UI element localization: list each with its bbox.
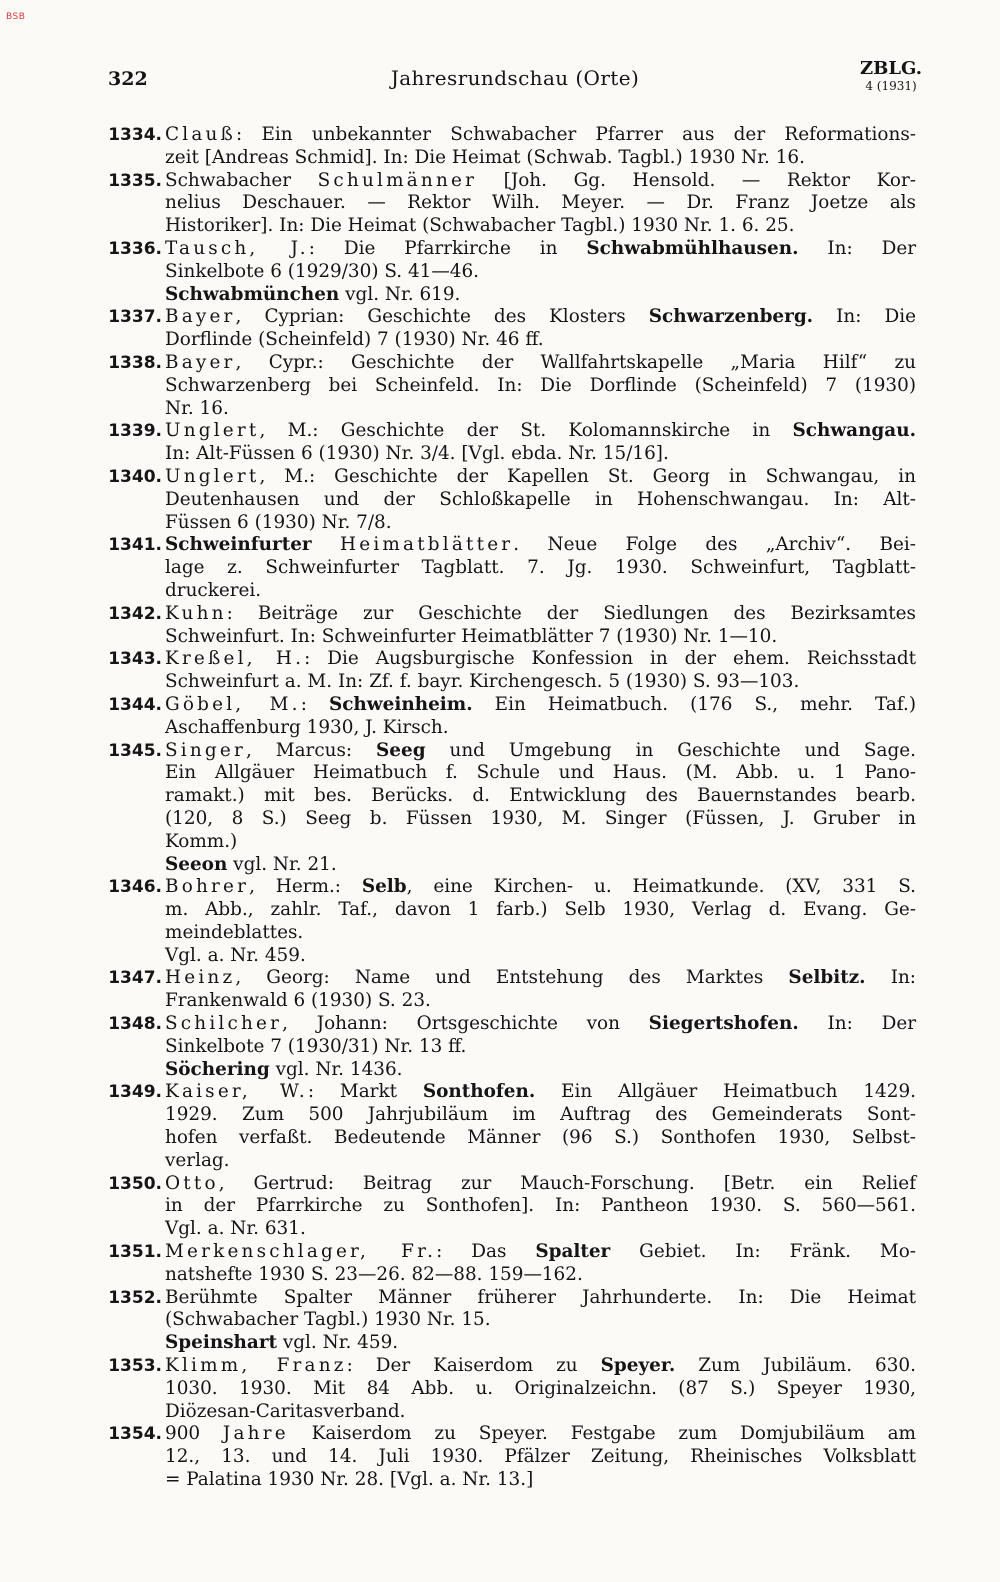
author-name: Jahre [222,1423,289,1445]
entry-text: Deutenhausen und der Schloßkapelle in Hohenschwangau. In: Alt- [165,488,916,510]
entry-text: , Cypr.: Geschichte der Wallfahrtskapelle „Maria Hilf“ zu [235,351,916,373]
journal-volume: 4 (1931) [865,79,917,93]
entry-line [165,192,916,215]
entry-text: In: Der [798,1013,916,1035]
place-name: Söchering [165,1058,270,1080]
entry-text: vgl. Nr. 459. [277,1332,399,1354]
entry-text: Ein Allgäuer Heimatbuch f. Schule und Haus. (M. Abb. u. 1 Pano- [165,762,916,784]
entry-text: lage z. Schweinfurter Tagblatt. 7. Jg. 1930. Schweinfurt, Tagblatt- [165,557,916,579]
entry-number: 1354. [108,1424,162,1445]
entry-number: 1346. [108,877,162,898]
entry-number: 1340. [108,466,162,487]
bibliography-entry [108,1241,916,1287]
author-name: Unglert [165,420,260,442]
bibliography-entry [108,1013,916,1059]
entry-line [165,534,916,557]
journal-reference [860,60,922,92]
entry-line [165,1127,916,1150]
bibliography-entry [108,1173,916,1241]
entry-number: 1345. [108,740,162,761]
entry-text: Sinkelbote 7 (1930/31) Nr. 13 ff. [165,1035,467,1057]
entry-line [165,785,916,808]
entry-number: 1343. [108,649,162,670]
entry-text: Ein Heimatbuch. (176 S., mehr. Taf.) [472,693,916,715]
entry-text: [Joh. Gg. Hensold. — Rektor Kor- [477,169,916,191]
place-name: Selbitz. [788,967,866,989]
entry-line [165,1378,916,1401]
entry-number: 1335. [108,170,162,191]
bibliography-entry [108,124,916,170]
author-name: Bayer [165,306,236,328]
cross-reference [108,284,916,307]
bibliography-entry [108,238,916,284]
entry-line [165,238,916,261]
entry-line [165,443,916,466]
bibliography-entry [108,352,916,420]
bibliography-entry [108,534,916,602]
author-name: Klimm, Franz [165,1355,347,1377]
entry-text: , M.: Geschichte der St. Kolomannskirche in [259,420,793,442]
entry-text: : Das [436,1241,536,1263]
entry-text: , Cyprian: Geschichte des Klosters [235,306,649,328]
entry-line [165,124,916,147]
entry-line [165,990,916,1013]
entry-text: natshefte 1930 S. 23—26. 82—88. 159—162. [165,1263,583,1285]
entry-line [165,740,916,763]
entry-line [165,466,916,489]
entry-text: , Georg: Name und Entstehung des Marktes [235,967,789,989]
entry-text: Sinkelbote 6 (1929/30) S. 41—46. [165,260,480,282]
entry-text: meindeblattes. [165,921,304,943]
author-name: Singer [165,739,246,761]
entry-text: Berühmte Spalter Männer früherer Jahrhunderte. In: Die Heimat [165,1286,916,1308]
bibliography-entry [108,170,916,238]
bibliography-entry [108,967,916,1013]
bibliography-entry [108,694,916,740]
entry-text: , M.: Geschichte der Kapellen St. Georg in Schwangau, in [259,465,916,487]
page-header [108,60,922,100]
entry-line [165,1218,916,1241]
entry-text: , Herm.: [249,876,362,898]
entry-line [165,375,916,398]
bibliography-entry [108,648,916,694]
place-name: Schweinheim. [328,693,473,715]
entry-line [165,1241,916,1264]
library-watermark: BSB [6,12,26,22]
entry-line [165,1104,916,1127]
place-name: Schwabmühlhausen. [586,237,799,259]
entry-text: zeit [Andreas Schmid]. In: Die Heimat (Schwab. Tagbl.) 1930 Nr. 16. [165,146,805,168]
entry-text: Kaiserdom zu Speyer. Festgabe zum Domjubiläum am [288,1423,916,1445]
entry-number: 1347. [108,968,162,989]
entry-line [165,306,916,329]
entry-text: 12., 13. und 14. Juli 1930. Pfälzer Zeitung, Rheinisches Volksblatt [165,1446,916,1468]
page-number: 322 [108,68,148,90]
entry-text: m. Abb., zahlr. Taf., davon 1 farb.) Selb 1930, Verlag d. Evang. Ge- [165,899,916,921]
entry-line [165,967,916,990]
author-name: Heinz [165,967,236,989]
entry-text: und Umgebung in Geschichte und Sage. [425,739,916,761]
entry-line [165,717,916,740]
entry-text: : Beiträge zur Geschichte der Siedlungen des Bezirksamtes [226,602,916,624]
place-name: Seeg [376,739,426,761]
entry-text: In: [865,967,916,989]
entry-text: , eine Kirchen- u. Heimatkunde. (XV, 331 S. [406,876,916,898]
entry-line [165,945,916,968]
entry-line [165,648,916,671]
entry-line [165,671,916,694]
bibliography-entry [108,306,916,352]
entry-line [165,808,916,831]
author-name: Heimatblätter [340,534,514,556]
place-name: Speyer. [600,1355,676,1377]
entry-number: 1348. [108,1014,162,1035]
entry-line [165,1264,916,1287]
entry-number: 1349. [108,1082,162,1103]
entry-line [165,1355,916,1378]
entry-text: Nr. 16. [165,397,229,419]
entry-number: 1337. [108,307,162,328]
cross-reference [108,854,916,877]
author-name: Otto [165,1172,219,1194]
entry-line [165,580,916,603]
entry-line [165,489,916,512]
author-name: Kaiser, W. [165,1081,308,1103]
entry-text: , Gertrud: Beitrag zur Mauch-Forschung. [Betr. ein Relief [218,1172,916,1194]
entry-text: Diözesan-Caritasverband. [165,1400,406,1422]
place-name: Schweinfurter [165,534,312,556]
entry-line [165,899,916,922]
entry-text: In: Der [798,237,916,259]
bibliography-entry [108,420,916,466]
place-name: Seeon [165,853,228,875]
entry-text: : Die Pfarrkirche in [308,237,587,259]
bibliography-entry [108,603,916,649]
entry-text: = Palatina 1930 Nr. 28. [Vgl. a. Nr. 13.] [165,1469,534,1491]
journal-abbreviation: ZBLG. [859,58,922,79]
entry-text: Schwarzenberg bei Scheinfeld. In: Die Dorflinde (Scheinfeld) 7 (1930) [165,374,916,396]
entry-number: 1342. [108,603,162,624]
entry-text: Aschaffenburg 1930, J. Kirsch. [165,716,449,738]
entry-text: 1030. 1930. Mit 84 Abb. u. Originalzeichn. (87 S.) Speyer 1930, [165,1377,916,1399]
entry-text: in der Pfarrkirche zu Sonthofen]. In: Pantheon 1930. S. 560—561. [165,1195,916,1217]
running-title: Jahresrundschau (Orte) [390,66,640,90]
entry-text: : [300,693,329,715]
author-name: Schulmänner [317,169,478,191]
entry-text: , Marcus: [245,739,377,761]
entry-text: vgl. Nr. 21. [227,853,337,875]
entry-line [165,1173,916,1196]
place-name: Siegertshofen. [648,1013,799,1035]
entry-line [165,1081,916,1104]
entry-line [165,831,916,854]
bibliography-entry [108,1287,916,1333]
entry-number: 1334. [108,125,162,145]
cross-reference [108,1332,916,1355]
entry-line [165,1309,916,1332]
entry-line [165,876,916,899]
entry-number: 1339. [108,421,162,442]
entry-text: Historiker]. In: Die Heimat (Schwabacher Tagbl.) 1930 Nr. 1. 6. 25. [165,215,795,237]
entry-line [165,557,916,580]
entry-text: , Johann: Ortsgeschichte von [282,1013,649,1035]
entry-number: 1353. [108,1356,162,1377]
place-name: Sonthofen. [422,1081,536,1103]
entry-line [165,1150,916,1173]
bibliography-entry [108,1081,916,1172]
entry-text: Ein Allgäuer Heimatbuch 1429. [535,1081,916,1103]
entry-line [165,420,916,443]
entry-text: Schweinfurt a. M. In: Zf. f. bayr. Kirchengesch. 5 (1930) S. 93—103. [165,671,800,693]
entry-text: ramakt.) mit bes. Berücks. d. Entwicklung des Bauernstandes bearb. [165,785,916,807]
entry-text: (Schwabacher Tagbl.) 1930 Nr. 15. [165,1309,491,1331]
entry-number: 1341. [108,535,162,556]
bibliography-entries [108,124,916,1492]
entry-text: Dorflinde (Scheinfeld) 7 (1930) Nr. 46 ff. [165,329,544,351]
bibliography-entry [108,1423,916,1491]
entry-text: : Der Kaiserdom zu [346,1355,601,1377]
entry-number: 1336. [108,238,162,259]
entry-text: vgl. Nr. 1436. [269,1058,403,1080]
author-name: Clauß [165,124,237,145]
entry-text: Füssen 6 (1930) Nr. 7/8. [165,511,392,533]
entry-text: Komm.) [165,830,238,852]
entry-number: 1338. [108,352,162,373]
entry-line [165,147,916,170]
entry-line [165,215,916,238]
entry-line [165,261,916,284]
entry-text: : Markt [307,1081,423,1103]
bibliography-entry [108,876,916,967]
entry-text: In: Die [813,306,917,328]
author-name: Tausch, J. [165,237,309,259]
entry-line [165,762,916,785]
entry-text: : Ein unbekannter Schwabacher Pfarrer aus der Reformations- [236,124,916,145]
entry-line [165,1036,916,1059]
place-name: Spalter [535,1241,611,1263]
entry-line [165,1423,916,1446]
author-name: Schilcher [165,1013,283,1035]
entry-text: Schweinfurt. In: Schweinfurter Heimatblätter 7 (1930) Nr. 1—10. [165,625,778,647]
entry-text: . Neue Folge des „Archiv“. Bei- [513,534,916,556]
entry-line [165,329,916,352]
bibliography-entry [108,1355,916,1423]
entry-number: 1351. [108,1242,162,1263]
entry-text: vgl. Nr. 619. [339,283,461,305]
entry-line [165,626,916,649]
author-name: Unglert [165,465,260,487]
entry-text: Frankenwald 6 (1930) S. 23. [165,990,431,1012]
place-name: Schwabmünchen [165,283,340,305]
entry-number: 1344. [108,694,162,715]
entry-text: druckerei. [165,579,262,601]
entry-text: (120, 8 S.) Seeg b. Füssen 1930, M. Singer (Füssen, J. Gruber in [165,807,916,829]
author-name: Merkenschlager, Fr. [165,1241,437,1263]
place-name: Schwarzenberg. [648,306,814,328]
place-name: Schwangau. [792,420,916,442]
entry-line [165,398,916,421]
entry-text: nelius Deschauer. — Rektor Wilh. Meyer. — Dr. Franz Joetze als [165,192,916,214]
entry-text: 1929. Zum 500 Jahrjubiläum im Auftrag des Gemeinderats Sont- [165,1104,916,1126]
entry-line [165,922,916,945]
entry-line [165,170,916,193]
entry-text: In: Alt-Füssen 6 (1930) Nr. 3/4. [Vgl. ebda. Nr. 15/16]. [165,443,669,465]
entry-text: verlag. [165,1149,230,1171]
place-name: Speinshart [165,1332,278,1354]
entry-text [312,534,340,555]
entry-line [165,603,916,626]
place-name: Selb [361,876,407,898]
entry-line [165,1195,916,1218]
entry-line [165,1401,916,1424]
entry-line [165,694,916,717]
bibliography-entry [108,466,916,534]
entry-line [165,1287,916,1310]
entry-text: hofen verfaßt. Bedeutende Männer (96 S.) Sonthofen 1930, Selbst- [165,1127,916,1149]
entry-number: 1352. [108,1287,162,1308]
entry-text: Schwabacher [165,169,318,191]
author-name: Kreßel, H. [165,648,305,670]
cross-reference [108,1059,916,1082]
entry-number: 1350. [108,1173,162,1194]
author-name: Bayer [165,351,236,373]
author-name: Bohrer [165,876,250,898]
entry-line [165,512,916,535]
author-name: Kuhn [165,602,227,624]
entry-text: Vgl. a. Nr. 459. [165,944,306,966]
entry-text: Vgl. a. Nr. 631. [165,1218,306,1240]
entry-text: Zum Jubiläum. 630. [675,1355,916,1377]
entry-line [165,352,916,375]
entry-text: : Die Augsburgische Konfession in der ehem. Reichsstadt [304,648,916,670]
author-name: Göbel, M. [165,693,301,715]
entry-line [165,1446,916,1469]
entry-text: 900 [165,1423,223,1445]
entry-line [165,1013,916,1036]
bibliography-entry [108,740,916,854]
entry-line [165,1469,916,1492]
entry-text: Gebiet. In: Fränk. Mo- [610,1241,916,1263]
